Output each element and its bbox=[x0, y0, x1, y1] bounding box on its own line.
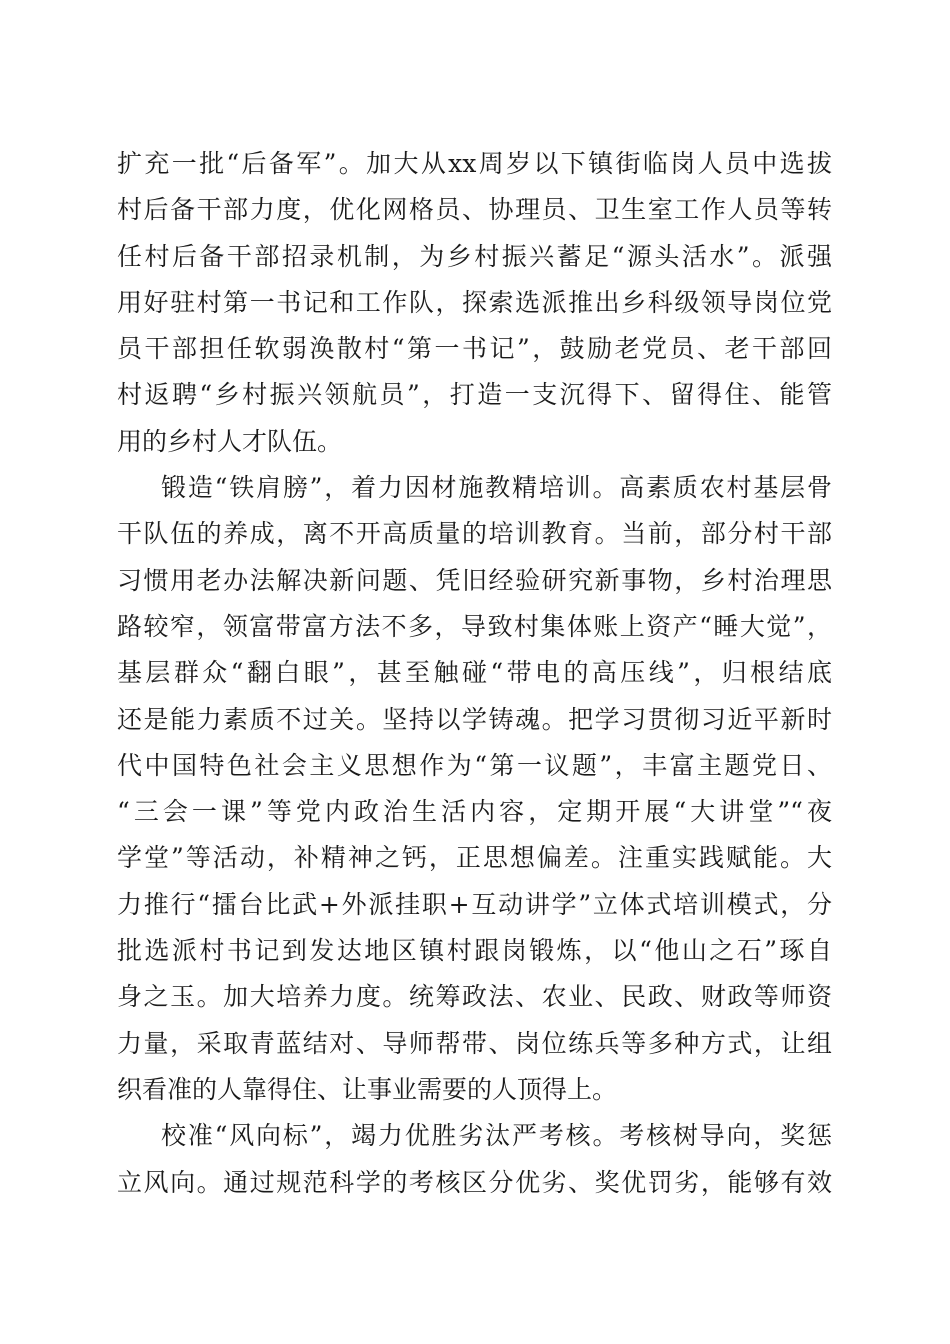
text-line: 代中国特色社会主义思想作为“第一议题”，丰富主题党日、 bbox=[117, 750, 832, 780]
text-line: 校准“风向标”，竭力优胜劣汰严考核。考核树导向，奖惩 bbox=[161, 1121, 832, 1151]
text-line: 还是能力素质不过关。坚持以学铸魂。把学习贯彻习近平新时 bbox=[117, 704, 832, 734]
text-line: 力推行“擂台比武+外派挂职+互动讲学”立体式培训模式，分 bbox=[117, 889, 832, 919]
text-line: 力量，采取青蓝结对、导师帮带、岗位练兵等多种方式，让组 bbox=[117, 1028, 832, 1058]
text-line: 村后备干部力度，优化网格员、协理员、卫生室工作人员等转 bbox=[117, 195, 832, 225]
text-line: 习惯用老办法解决新问题、凭旧经验研究新事物，乡村治理思 bbox=[117, 565, 832, 595]
text-line: 织看准的人靠得住、让事业需要的人顶得上。 bbox=[117, 1074, 618, 1104]
text-line: 任村后备干部招录机制，为乡村振兴蓄足“源头活水”。派强 bbox=[117, 241, 832, 271]
text-line: 锻造“铁肩膀”，着力因材施教精培训。高素质农村基层骨 bbox=[161, 473, 832, 503]
text-line: 身之玉。加大培养力度。统筹政法、农业、民政、财政等师资 bbox=[117, 982, 832, 1012]
text-line: 干队伍的养成，离不开高质量的培训教育。当前，部分村干部 bbox=[117, 519, 832, 549]
text-line: “三会一课”等党内政治生活内容，定期开展“大讲堂”“夜 bbox=[117, 797, 832, 827]
text-line: 村返聘“乡村振兴领航员”，打造一支沉得下、留得住、能管 bbox=[117, 380, 832, 410]
text-line: 学堂”等活动，补精神之钙，正思想偏差。注重实践赋能。大 bbox=[117, 843, 832, 873]
paragraph-1 bbox=[117, 141, 832, 465]
document-body bbox=[117, 141, 832, 1206]
text-line: 员干部担任软弱涣散村“第一书记”，鼓励老党员、老干部回 bbox=[117, 334, 832, 364]
paragraph-3 bbox=[117, 1113, 832, 1206]
text-line: 用好驻村第一书记和工作队，探索选派推出乡科级领导岗位党 bbox=[117, 287, 832, 317]
text-line: 路较窄，领富带富方法不多，导致村集体账上资产“睡大觉”， bbox=[117, 611, 832, 641]
text-line: 批选派村书记到发达地区镇村跟岗锻炼，以“他山之石”琢自 bbox=[117, 936, 832, 966]
text-line: 立风向。通过规范科学的考核区分优劣、奖优罚劣，能够有效 bbox=[117, 1167, 832, 1197]
text-line: 扩充一批“后备军”。加大从xx周岁以下镇街临岗人员中选拔 bbox=[117, 149, 832, 178]
text-line: 基层群众“翻白眼”，甚至触碰“带电的高压线”，归根结底 bbox=[117, 658, 832, 688]
paragraph-2 bbox=[117, 465, 832, 1113]
text-line: 用的乡村人才队伍。 bbox=[117, 426, 343, 456]
